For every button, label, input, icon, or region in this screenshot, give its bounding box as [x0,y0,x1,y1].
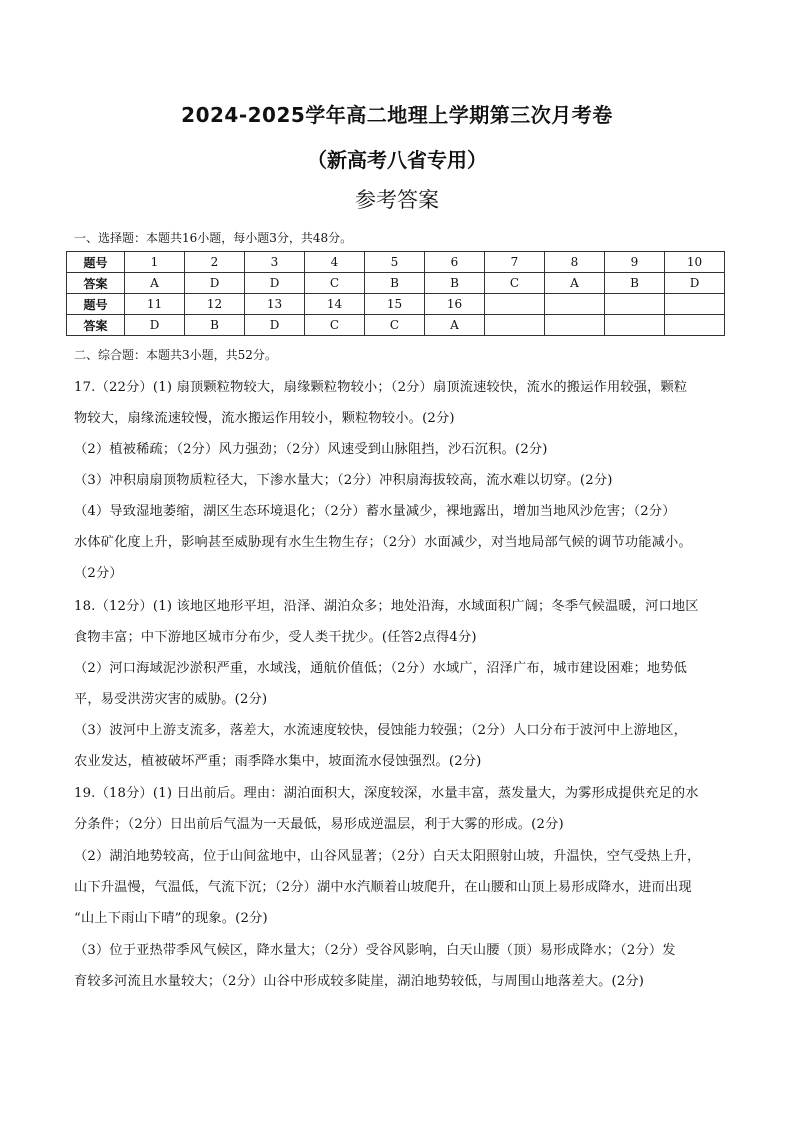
answer-table-cell: A [545,273,605,294]
answer-table-cell: D [245,315,305,336]
answer-line: 山下升温慢，气温低，气流下沉；（2分）湖中水汽顺着山坡爬升，在山腰和山顶上易形成降水，进而出现 [74,880,692,895]
answer-table-cell: C [305,273,365,294]
answer-line: （3）波河中上游支流多，落差大，水流速度较快，侵蚀能力较强；（2分）人口分布于波河中上游地区， [74,723,688,738]
answer-table-cell: B [365,273,425,294]
answer-line: （3）位于亚热带季风气候区，降水量大；（2分）受谷风影响，白天山腰（顶）易形成降水；（2分）发 [74,943,676,958]
answer-table-cell: C [305,315,365,336]
answer-table [66,251,725,336]
answer-table-cell: 5 [365,252,425,273]
answer-table-cell: A [425,315,485,336]
exam-subtitle: （新高考八省专用） [307,148,487,172]
answer-line: 农业发达，植被破坏严重；雨季降水集中，坡面流水侵蚀强烈。(2分) [74,754,482,769]
answer-table-cell: 16 [425,294,485,315]
exam-title: 2024-2025学年高二地理上学期第三次月考卷 [181,103,613,127]
answer-line: 物较大，扇缘流速较慢，流水搬运作用较小，颗粒物较小。(2分) [74,411,455,426]
answer-line: 育较多河流且水量较大；（2分）山谷中形成较多陡崖，湖泊地势较低，与周围山地落差大。(2分) [74,974,645,989]
answer-line: （4）导致湿地萎缩，湖区生态环境退化；（2分）蓄水量减少，裸地露出，增加当地风沙危害；（2分） [74,504,676,519]
answer-table-cell: C [485,273,545,294]
answer-table-cell [545,315,605,336]
answer-key-heading: 参考答案 [355,188,439,212]
answer-table-cell [485,294,545,315]
answer-table-cell: 15 [365,294,425,315]
answer-table-cell: 7 [485,252,545,273]
answer-table-cell [545,294,605,315]
answer-table-row [67,294,725,315]
answer-line: （2分） [74,566,123,581]
answer-table-cell: 4 [305,252,365,273]
answer-table-row-header: 题号 [67,294,125,315]
answer-table-cell: B [185,315,245,336]
answer-table-cell: 3 [245,252,305,273]
answer-table-cell: 13 [245,294,305,315]
answer-table-row [67,252,725,273]
answer-table-row-header: 答案 [67,273,125,294]
answer-table-cell: D [185,273,245,294]
answer-table-cell: 1 [125,252,185,273]
answer-line: 食物丰富；中下游地区城市分布少，受人类干扰少。(任答2点得4分) [74,630,477,645]
answer-line: （3）冲积扇扇顶物质粒径大，下渗水量大；（2分）冲积扇海拔较高，流水难以切穿。(2分) [74,473,613,488]
answer-table-cell: 9 [605,252,665,273]
answer-table-cell: 8 [545,252,605,273]
answer-table-cell [485,315,545,336]
section-1-heading: 一、选择题：本题共16小题，每小题3分，共48分。 [74,231,353,245]
answer-table-cell: 2 [185,252,245,273]
answer-line: （2）植被稀疏；（2分）风力强劲；（2分）风速受到山脉阻挡，沙石沉积。(2分) [74,442,548,457]
answer-table-cell: 12 [185,294,245,315]
answer-table-cell [605,315,665,336]
answer-table-cell: D [245,273,305,294]
answer-line: 18.（12分）(1) 该地区地形平坦，沿泽、湖泊众多；地处沿海，水域面积广阔；冬季气候温暖，河口地区 [74,599,699,614]
answer-table-row [67,315,725,336]
section-2-heading: 二、综合题：本题共3小题，共52分。 [74,348,277,362]
answer-table-cell: B [605,273,665,294]
answer-table-cell: A [125,273,185,294]
answer-table-cell [605,294,665,315]
answer-table-cell: 14 [305,294,365,315]
answer-table-cell: 11 [125,294,185,315]
answer-table-row [67,273,725,294]
answer-line: 水体矿化度上升，影响甚至威胁现有水生生物生存；（2分）水面减少，对当地局部气候的调节功能减小。 [74,535,692,550]
answer-table-cell: 6 [425,252,485,273]
answer-line: 平，易受洪涝灾害的威胁。(2分) [74,692,268,707]
answer-table-cell: D [125,315,185,336]
answer-line: “山上下雨山下晴”的现象。(2分) [74,911,268,926]
answer-table-cell: B [425,273,485,294]
answer-table-cell: D [665,273,725,294]
answer-table-cell: C [365,315,425,336]
answer-table-cell: 10 [665,252,725,273]
answer-line: 17.（22分）(1) 扇顶颗粒物较大，扇缘颗粒物较小；（2分）扇顶流速较快，流水的搬运作用较强，颗粒 [74,380,688,395]
answer-table-row-header: 答案 [67,315,125,336]
answer-table-row-header: 题号 [67,252,125,273]
answer-table-cell [665,294,725,315]
answer-table-cell [665,315,725,336]
answer-line: 19.（18分）(1) 日出前后。理由：湖泊面积大，深度较深，水量丰富，蒸发量大，为雾形成提供充足的水 [74,786,699,801]
answer-line: 分条件；（2分）日出前后气温为一天最低，易形成逆温层，利于大雾的形成。(2分) [74,817,564,832]
answer-line: （2）河口海域泥沙淤积严重，水域浅，通航价值低；（2分）水域广，沼泽广布，城市建设困难；地势低 [74,661,688,676]
answer-line: （2）湖泊地势较高，位于山间盆地中，山谷风显著；（2分）白天太阳照射山坡，升温快，空气受热上升， [74,849,701,864]
